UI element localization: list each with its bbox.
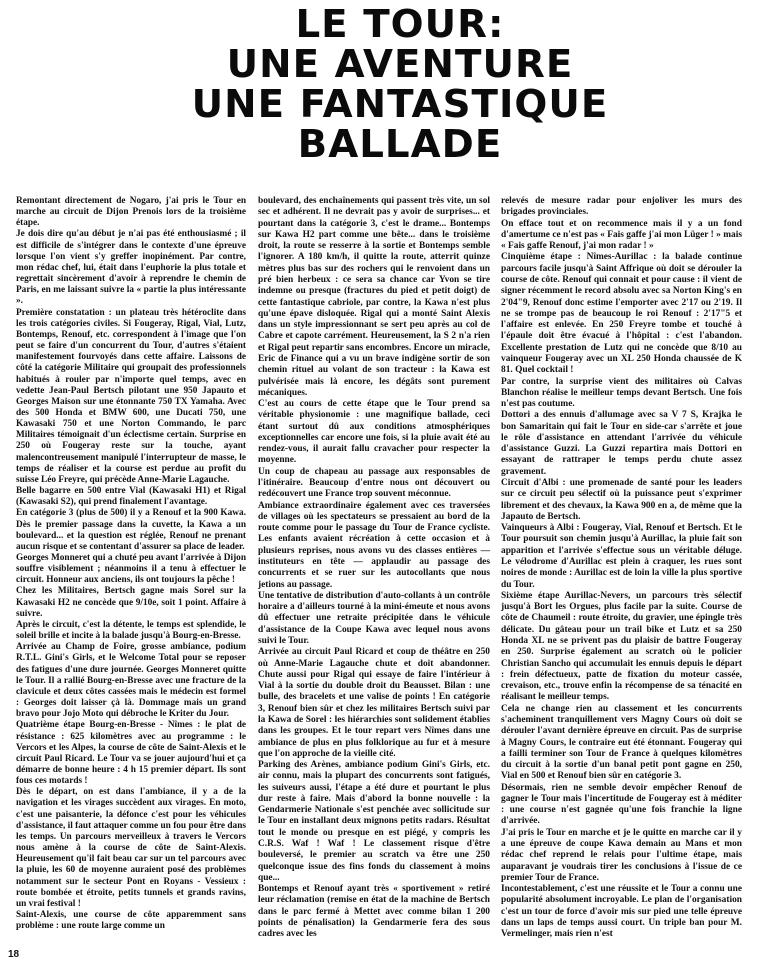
paragraph: Quatrième étape Bourg-en-Bresse - Nîmes : le plat de résistance : 625 kilomètres avec au programme : le Vercors et les Alpes, la course de côte de Saint-Alexis et le circuit Paul Ricard. Le Tour va se jouer aujourd'hui et ça démarre de bonne heure : 4 h 15 premier départ. Ils sont fous ces motards ! bbox=[16, 720, 246, 787]
paragraph: C'est au cours de cette étape que le Tour prend sa véritable physionomie : une magnifique ballade, ceci étant surtout dû aux conditions atmosphériques exceptionnelles car encore une fois, si la pluie avait été au rendez-vous, il aurait fallu cravacher pour respecter la moyenne. bbox=[258, 399, 490, 466]
paragraph: Par contre, la surprise vient des militaires où Calvas Blanchon réalise le meilleur temps devant Bertsch. Une fois n'est pas coutume. bbox=[501, 376, 742, 410]
paragraph: Remontant directement de Nogaro, j'ai pris le Tour en marche au circuit de Dijon Prenois lors de la troisième étape. bbox=[16, 196, 246, 229]
headline-line: UNE AVENTURE bbox=[226, 42, 574, 86]
paragraph: En catégorie 3 (plus de 500) il y a Renouf et la 900 Kawa. Dès le premier passage dans la cuvette, la Kawa a un boulevard... et la question est réglée, Renouf ne prenant aucun risque et se contentant d'assurer sa place de leader. bbox=[16, 508, 246, 552]
paragraph: Chez les Militaires, Bertsch gagne mais Sorel sur la Kawasaki H2 ne concède que 9/10e, soit 1 point. Affaire à suivre. bbox=[16, 586, 246, 619]
paragraph: Cinquième étape : Nîmes-Aurillac : la balade continue parcours facile jusqu'à Saint Affrique où doit se dérouler la course de côte. Renouf qui connait et pour cause : il vient de signer récemment le record absolu avec sa Norton King's en 2'04"9, Renouf donc estime l'emporter avec 2'17 ou 2'19. Il ne se trompe pas de beaucoup le roi Renouf : 2'17"5 et l'affaire est enlevée. En 250 Freyre tombe et touché à l'épaule doit être évacué à l'hôpital : c'est l'abandon. Excellente prestation de Lutz qui ne concède que 8/10 au vainqueur Fougeray avec un XL 250 Honda chaussée de K 81. Quel cocktail ! bbox=[501, 252, 742, 376]
paragraph: Incontestablement, c'est une réussite et le Tour a connu une popularité absolument incroyable. Le plan de l'organisation c'est un tour de force d'avoir mis sur pied une telle épreuve dans un laps de temps aussi court. Un triple ban pour M. Vermelinger, mais rien n'est bbox=[501, 884, 742, 940]
paragraph: Une tentative de distribution d'auto-collants à un contrôle horaire a d'ailleurs tourné à la mini-émeute et nous avons dû effectuer une retraite précipitée dans le véhicule d'assistance de la Coupe Kawa avec lequel nous avons suivi le Tour. bbox=[258, 590, 490, 646]
paragraph: Arrivée au circuit Paul Ricard et coup de théâtre en 250 où Anne-Marie Lagauche chute et doit abandonner. Chute aussi pour Rigal qui essaye de faire l'intérieur à Vial à la sortie du double droit du Beausset. Bilan : une bulle, des bracelets et une valise de points ! En catégorie 3, Renouf bien sûr et chez les militaires Bertsch suivi par la Kawa de Sorel : les hiérarchies sont solidement établies dans les groupes. Et le tour repart vers Nîmes dans une ambiance de plus en plus folklorique au fur et à mesure que l'on approche de la vieille cité. bbox=[258, 647, 490, 759]
paragraph: Sixième étape Aurillac-Nevers, un parcours très sélectif jusqu'à Bort les Orgues, plus facile par la suite. Course de côte de Chaumeil : route étroite, du gravier, une épingle très délicate. Du gâteau pour un trail bike et Lutz et sa 250 Honda XL ne se privent pas du plaisir de battre Fougeray en 250. Surprise également au scratch où le policier Christian Sancho qui accumulait les ennuis depuis le départ : frein défectueux, patte de fixation du moteur cassée, crevaison, etc., trouve enfin la récompense de sa ténacité en réalisant le meilleur temps. bbox=[501, 590, 742, 703]
article-column-2 bbox=[258, 196, 490, 941]
paragraph: Un coup de chapeau au passage aux responsables de l'itinéraire. Beaucoup d'entre nous ont découvert ou redécouvert une France trop souvent méconnue. bbox=[258, 466, 490, 500]
headline-line: BALLADE bbox=[297, 122, 503, 166]
paragraph: Bontemps et Renouf ayant très « sportivement » retiré leur réclamation (remise en état de la machine de Bertsch dans le parc fermé à Mettet avec comme bilan 1 200 points de pénalisation) la Gendarmerie fera des sous cadres avec les bbox=[258, 884, 490, 940]
page-number: 18 bbox=[8, 949, 20, 960]
paragraph: Première constatation : un plateau très hétéroclite dans les trois catégories civiles. Si Fougeray, Rigal, Vial, Lutz, Bontemps, Renouf, etc. correspondent à l'image que l'on peut se faire d'un concurrent du Tour, d'autres s'étaient manifestement fourvoyés dans cette affaire. Laissons de côté la catégorie Militaire qui groupait des professionnels habitués à rouler par n'importe quel temps, avec en vedette Jean-Paul Bertsch pilotant une 950 Japauto et Georges Maison sur une étonnante 750 TX Yamaha. Avec des 500 Honda et BMW 600, une Ducati 750, une Kawasaki 750 et une Norton Commando, le parc Militaires témoignait d'un éclectisme certain. Surprise en 250 où Fougeray reste sur la touche, ayant malencontreusement manipulé l'interrupteur de masse, le temps de réaliser et la course est perdue au profit du suisse Léo Freyre, qui précède Anne-Marie Lagauche. bbox=[16, 307, 246, 485]
paragraph: J'ai pris le Tour en marche et je le quitte en marche car il y a une épreuve de coupe Kawa demain au Mans et mon rédac chef reprend le relais pour l'ultime étape, mais auparavant je voudrais tirer les conclusions à l'issue de ce premier Tour de France. bbox=[501, 827, 742, 883]
paragraph: relevés de mesure radar pour enjoliver les murs des brigades provinciales. bbox=[501, 196, 742, 218]
headline bbox=[150, 4, 650, 164]
paragraph: Ambiance extraordinaire également avec ces traversées de villages où les spectateurs se pressaient au bord de la route comme pour le passage du Tour de France cycliste. Les enfants avaient récréation à cette occasion et à plusieurs reprises, nous avons vu des classes entières — instituteurs en tête — applaudir au passage des concurrents et se ruer sur les autocollants que nous jetions au passage. bbox=[258, 500, 490, 590]
paragraph: Arrivée au Champ de Foire, grosse ambiance, podium R.T.L. Gini's Girls, et le Welcome Total pour se reposer des fatigues d'une dure journée. Georges Monneret quitte le Tour. Il a rallié Bourg-en-Bresse avec une fracture de la clavicule et deux côtes cassées mais le médecin est formel : Georges doit laisser çà là. Dommage mais un grand bravo pour Jojo Moto qui débroche le Kriter du Jour. bbox=[16, 642, 246, 720]
paragraph: Georges Monneret qui a chuté peu avant l'arrivée à Dijon souffre visiblement ; néanmoins il a tenu à effectuer le circuit. Honneur aux anciens, ils ont toujours la pêche ! bbox=[16, 553, 246, 586]
headline-line: UNE FANTASTIQUE bbox=[191, 82, 609, 126]
paragraph: Vainqueurs à Albi : Fougeray, Vial, Renouf et Bertsch. Et le Tour poursuit son chemin jusqu'à Aurillac, la pluie fait son apparition et l'arrivée s'effectue sous un véritable déluge. Le vélodrome d'Aurillac est plein à craquer, les rues sont noires de monde : Aurillac est de loin la ville la plus sportive du Tour. bbox=[501, 523, 742, 590]
paragraph: boulevard, des enchaînements qui passent très vite, un sol sec et adhérent. Il ne devrait pas y avoir de surprises... et pourtant dans la catégorie 3, c'est le drame... Bontemps sur Kawa H2 part comme une bête... dans le troisième droit, la route se resserre à la sortie et Bontemps semble l'ignorer. A 180 km/h, il quitte la route, atterrit quinze mètres plus bas sur des rochers qui le renvoient dans un pré bien herbeux : ce sera sa chance car Yvon se tire indemne ou presque (fractures du pied et petit doigt) de cette fantastique cabriole, par contre, la Kawa n'est plus qu'une épave disloquée. Rigal qui a monté Saint Alexis dans un style impressionnant se sert peu après au col de Cabre et capote carrément. Heureusement, la S 2 n'a rien et Rigal peut repartir sans encombres. Encore un miracle, Eric de Finance qui a vu un brave indigène sortir de son chemin rituel au volant de son tracteur : la Kawa est pulvérisée mais là encore, les dégâts sont purement mécaniques. bbox=[258, 196, 490, 398]
paragraph: Je dois dire qu'au début je n'ai pas été enthousiasmé ; il est difficile de s'intégrer dans le contexte d'une épreuve lorsque l'on vient s'y greffer inopinément. Par contre, mon rédac chef, lui, était dans l'euphorie la plus totale et regrettait sincèrement d'avoir à reprendre le chemin de Paris, en me laissant suivre la « partie la plus intéressante ». bbox=[16, 229, 246, 307]
headline-line: LE TOUR: bbox=[295, 2, 505, 46]
paragraph: Parking des Arènes, ambiance podium Gini's Girls, etc. air connu, mais la plupart des concurrents sont fatigués, les suiveurs aussi, l'étape a été dure et pourtant le plus dur reste à faire. Mais d'abord la bonne nouvelle : la Gendarmerie Nationale s'est penchée avec sollicitude sur le Tour en installant deux mignons petits radars. Résultat tout le monde ou presque en est piégé, y compris les C.R.S. Waf ! Waf ! Le classement risque d'être bouleversé, le premier au scratch va être une 250 quelconque issue des fins fonds du classement à moins que... bbox=[258, 760, 490, 883]
paragraph: Dottori a des ennuis d'allumage avec sa V 7 S, Krajka le bon Samaritain qui fait le Tour en side-car s'arrête et joue le rôle d'assistance en attendant l'arrivée du véhicule d'assistance Guzzi. La Guzzi repartira mais Dottori en essayant de rattraper le temps perdu chute assez gravement. bbox=[501, 410, 742, 477]
paragraph: On efface tout et on recommence mais il y a un fond d'amertume ce n'est pas « Fais gaffe j'ai mon Lüger ! » mais « Fais gaffe Renouf, j'ai mon radar ! » bbox=[501, 218, 742, 252]
article-column-1 bbox=[16, 196, 246, 932]
paragraph: Après le circuit, c'est la détente, le temps est splendide, le soleil brille et incite à la balade jusqu'à Bourg-en-Bresse. bbox=[16, 619, 246, 642]
paragraph: Saint-Alexis, une course de côte apparemment sans problème : une route large comme un bbox=[16, 910, 246, 932]
paragraph: Belle bagarre en 500 entre Vial (Kawasaki H1) et Rigal (Kawasaki S2), qui prend finalement l'avantage. bbox=[16, 486, 246, 508]
paragraph: Circuit d'Albi : une promenade de santé pour les leaders sur ce circuit peu sélectif où la puissance peut s'exprimer librement et des chevaux, la Kawa 900 en a, de même que la Japauto de Bertsch. bbox=[501, 478, 742, 522]
paragraph: Cela ne change rien au classement et les concurrents s'acheminent tranquillement vers Magny Cours où doit se dérouler l'avant dernière épreuve en circuit. Pas de surprise à Magny Cours, le contraire eut été étonnant. Fougeray qui a failli terminer son Tour de France à quelques kilomètres du circuit à la sortie d'un banal petit pont gagne en 250, Vial en 500 et Renouf bien sûr en catégorie 3. bbox=[501, 703, 742, 782]
article-column-3 bbox=[501, 196, 742, 941]
paragraph: Dès le départ, on est dans l'ambiance, il y a de la navigation et les virages succèdent aux virages. En moto, c'est une paisanterie, la défonce c'est pour les véhicules d'assistance, il faut attaquer comme un fou pour être dans les temps. Un parcours merveilleux à travers le Vercors nous amène à la course de côte de Saint-Alexis. Heureusement qu'il fait beau car sur un tel parcours avec la pluie, les 60 de moyenne auraient posé des problèmes notamment sur le secteur Pont en Royans - Vessieux : route bombée et étroite, petits tunnels et grands ravins, un vrai festival ! bbox=[16, 787, 246, 909]
paragraph: Désormais, rien ne semble devoir empêcher Renouf de gagner le Tour mais l'incertitude de Fougeray est à méditer : une course n'est gagnée qu'une fois franchie la ligne d'arrivée. bbox=[501, 782, 742, 827]
